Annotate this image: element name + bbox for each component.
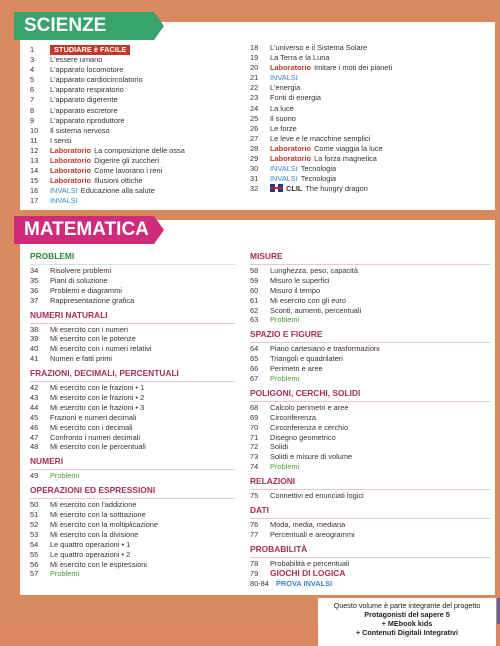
toc-title: GIOCHI DI LOGICA (270, 567, 346, 578)
toc-row (30, 550, 235, 560)
toc-title: Fonti di energia (270, 93, 321, 103)
invalsi-tag: INVALSI (270, 73, 298, 83)
scienze-list-left (30, 45, 240, 207)
toc-title: Solidi e misure di volume (270, 452, 353, 462)
page-number: 51 (30, 510, 39, 520)
toc-title: Calcolo perimetri e aree (270, 402, 349, 412)
toc-row (30, 85, 240, 95)
section-heading: POLIGONI, CERCHI, SOLIDI (250, 387, 361, 398)
page-number: 26 (250, 123, 259, 133)
toc-row (250, 442, 490, 452)
page-number: 47 (30, 432, 39, 442)
laboratorio-tag: Laboratorio (270, 143, 312, 153)
page-number: 17 (30, 196, 39, 206)
page-number: 20 (250, 63, 259, 73)
toc-title: Mi esercito con la sottrazione (50, 510, 146, 520)
clil-tag: CLIL (286, 184, 303, 194)
page-number: 1 (30, 45, 35, 54)
toc-row (30, 520, 235, 530)
page-number: 60 (250, 285, 259, 295)
page-number: 65 (250, 354, 259, 364)
toc-title: Come lavorano i reni (94, 166, 163, 176)
page-number: 74 (250, 462, 259, 472)
toc-row (250, 462, 490, 472)
laboratorio-tag: Laboratorio (50, 176, 92, 186)
page-number: 62 (250, 305, 259, 315)
toc-row (30, 325, 235, 335)
toc-title: Misuro le superfici (270, 275, 330, 285)
toc-row (30, 540, 235, 550)
toc-row (250, 164, 490, 174)
toc-row (250, 266, 490, 276)
section-heading: RELAZIONI (250, 476, 296, 487)
section-divider (250, 401, 490, 402)
page-number: 73 (250, 452, 259, 462)
toc-row (250, 93, 490, 103)
toc-row (30, 116, 240, 126)
toc-title: La forza magnetica (314, 154, 377, 164)
page-number: 61 (250, 295, 259, 305)
section-divider (250, 557, 490, 558)
toc-title: Connettivi ed enunciati logici (270, 491, 364, 501)
section-heading: NUMERI NATURALI (30, 309, 108, 320)
toc-row (250, 124, 490, 134)
page-number: 44 (30, 402, 39, 412)
page-number: 64 (250, 344, 259, 354)
toc-row (250, 374, 490, 384)
toc-title: Solidi (270, 442, 289, 452)
page-number: 6 (30, 85, 35, 95)
section-divider (30, 381, 235, 382)
page-number: 32 (250, 184, 259, 194)
toc-title: Triangoli e quadrilateri (270, 354, 343, 364)
note-line-4: + Contenuti Digitali Integrativi (355, 628, 459, 637)
studiare-badge: STUDIARE è FACILE (50, 45, 130, 55)
toc-title: Piani di soluzione (50, 275, 108, 285)
laboratorio-tag: Laboratorio (270, 154, 312, 164)
toc-row (30, 510, 235, 520)
page-number: 53 (30, 529, 39, 539)
toc-row (250, 354, 490, 364)
toc-row (30, 569, 235, 579)
page-number: 39 (30, 334, 39, 344)
toc-title: La Terra e la Luna (270, 53, 330, 63)
page-number: 78 (250, 558, 259, 568)
laboratorio-tag: Laboratorio (50, 166, 92, 176)
toc-row (250, 520, 490, 530)
toc-row (30, 95, 240, 105)
toc-row (250, 569, 490, 579)
toc-row (250, 433, 490, 443)
toc-row (30, 126, 240, 136)
toc-row (30, 276, 235, 286)
toc-row (250, 184, 490, 194)
page-number: 3 (30, 55, 35, 65)
toc-row (250, 83, 490, 93)
section-divider (30, 323, 235, 324)
toc-title: Il suono (270, 113, 296, 123)
page-number: 16 (30, 186, 39, 196)
toc-row (250, 423, 490, 433)
toc-row (250, 134, 490, 144)
page-number: 55 (30, 549, 39, 559)
toc-title: Problemi (270, 374, 300, 384)
toc-row (30, 413, 235, 423)
page-number: 37 (30, 295, 39, 305)
toc-title: L'apparato respiratorio (50, 85, 124, 95)
page-number: 80-84 (250, 578, 269, 588)
toc-title: Perimetri e aree (270, 364, 323, 374)
toc-row (30, 176, 240, 186)
page-number: 66 (250, 364, 259, 374)
page-number: 52 (30, 520, 39, 530)
toc-title: L'essere umano (50, 55, 103, 65)
note-line-2: Protagonisti del sapere 5 (364, 610, 450, 619)
page-number: 8 (30, 105, 35, 115)
toc-title: Mi esercito con le frazioni • 1 (50, 383, 145, 393)
toc-row (30, 166, 240, 176)
page-number: 57 (30, 569, 39, 579)
page-number: 48 (30, 442, 39, 452)
toc-row (30, 403, 235, 413)
laboratorio-tag: Laboratorio (50, 145, 92, 155)
note-line-1: Questo volume è parte integrante del progetto (333, 601, 481, 610)
toc-title: Mi esercito con l'addizione (50, 500, 137, 510)
page-number: 4 (30, 65, 35, 75)
toc-row (30, 393, 235, 403)
toc-row (30, 296, 235, 306)
toc-title: Il sistema nervoso (50, 125, 110, 135)
toc-row (30, 196, 240, 206)
page-number: 12 (30, 145, 39, 155)
toc-title: L'universo e il Sistema Solare (270, 43, 368, 52)
page-number: 76 (250, 520, 259, 530)
toc-row (250, 43, 490, 53)
toc-row (30, 186, 240, 196)
toc-title: Le quattro operazioni • 2 (50, 549, 131, 559)
toc-row (250, 73, 490, 83)
toc-title: Circonferenza e cerchio (270, 422, 349, 432)
toc-title: Mi esercito con le potenze (50, 334, 136, 344)
toc-title: Mi esercito con i numeri relativi (50, 344, 152, 354)
laboratorio-tag: Laboratorio (50, 156, 92, 166)
toc-row (30, 106, 240, 116)
toc-title: The hungry dragon (305, 184, 368, 194)
toc-title: Mi esercito con le percentuali (50, 442, 146, 452)
section-heading: NUMERI (30, 456, 64, 467)
toc-row (30, 500, 235, 510)
toc-row (30, 156, 240, 166)
section-heading: OPERAZIONI ED ESPRESSIONI (30, 485, 156, 496)
toc-row (30, 334, 235, 344)
toc-row (30, 344, 235, 354)
note-line-3: + MEbook kids (381, 619, 433, 628)
invalsi-tag: INVALSI (270, 164, 298, 174)
laboratorio-tag: Laboratorio (270, 63, 312, 73)
toc-row (30, 286, 235, 296)
toc-row (250, 144, 490, 154)
section-divider (30, 264, 235, 265)
scienze-title: SCIENZE (14, 12, 154, 40)
uk-flag-icon (270, 184, 283, 192)
page-number: 25 (250, 113, 259, 123)
page-number: 13 (30, 156, 39, 166)
toc-title: L'apparato locomotore (50, 65, 124, 75)
toc-title: Mi esercito con i decimali (50, 422, 133, 432)
toc-row (30, 65, 240, 75)
toc-title: Mi esercito con la divisione (50, 529, 139, 539)
toc-title: Mi esercito con gli euro (270, 295, 346, 305)
toc-title: Probabilità e percentuali (270, 558, 350, 568)
page-number: 68 (250, 402, 259, 412)
page-number: 41 (30, 354, 39, 364)
toc-row (30, 136, 240, 146)
toc-title: Risolvere problemi (50, 266, 112, 275)
section-heading: DATI (250, 505, 269, 516)
scienze-list-right (250, 43, 490, 194)
toc-title: La composizione delle ossa (94, 145, 185, 155)
toc-title: Confronto i numeri decimali (50, 432, 140, 442)
section-heading: PROBLEMI (30, 251, 75, 261)
page-number: 72 (250, 442, 259, 452)
toc-title: Percentuali e areogrammi (270, 529, 355, 539)
page-number: 27 (250, 133, 259, 143)
toc-row (250, 174, 490, 184)
toc-title: Mi esercito con le frazioni • 2 (50, 393, 145, 403)
page-number: 56 (30, 559, 39, 569)
page-number: 35 (30, 275, 39, 285)
page-number: 19 (250, 53, 259, 63)
page-number: 22 (250, 83, 259, 93)
page-number: 5 (30, 75, 35, 85)
toc-title: Piano cartesiano e trasformazioni (270, 344, 380, 354)
toc-title: Problemi (270, 462, 300, 472)
page-number: 14 (30, 166, 39, 176)
toc-row (250, 306, 490, 316)
toc-title: Educazione alla salute (80, 186, 155, 196)
section-heading: FRAZIONI, DECIMALI, PERCENTUALI (30, 368, 179, 379)
page-number: 43 (30, 393, 39, 403)
toc-row (250, 403, 490, 413)
section-divider (250, 342, 490, 343)
toc-row (30, 433, 235, 443)
toc-title: I sensi (50, 135, 72, 145)
section-divider (30, 469, 235, 470)
toc-title: Come viaggia la luce (314, 143, 383, 153)
page-number: 31 (250, 174, 259, 184)
invalsi-tag: INVALSI (50, 186, 78, 196)
page-number: 54 (30, 539, 39, 549)
toc-row (250, 491, 490, 501)
page-number: 15 (30, 176, 39, 186)
toc-title: Mi esercito con le frazioni • 3 (50, 402, 145, 412)
section-divider (250, 518, 490, 519)
section-heading: SPAZIO E FIGURE (250, 329, 323, 340)
toc-title: Moda, media, mediana (270, 520, 346, 530)
toc-title: Frazioni e numeri decimali (50, 412, 137, 422)
toc-title: L'energia (270, 83, 301, 93)
toc-row (30, 560, 235, 570)
page-number: 9 (30, 115, 35, 125)
toc-title: Misuro il tempo (270, 285, 321, 295)
invalsi-tag: INVALSI (270, 174, 298, 184)
toc-title: L'apparato escretore (50, 105, 118, 115)
page-number: 71 (250, 432, 259, 442)
toc-title: Mi esercito con le espressioni (50, 559, 147, 569)
page-number: 49 (30, 471, 39, 481)
page-number: 50 (30, 500, 39, 510)
toc-title: Rappresentazione grafica (50, 295, 135, 305)
toc-title: L'apparato cardiocircolatorio (50, 75, 143, 85)
toc-title: Le quattro operazioni • 1 (50, 539, 131, 549)
toc-row (30, 266, 235, 276)
section-divider (250, 264, 490, 265)
toc-row (30, 423, 235, 433)
page-number: 29 (250, 154, 259, 164)
toc-row (30, 530, 235, 540)
page-number: 34 (30, 266, 39, 275)
toc-row (250, 530, 490, 540)
page-number: 77 (250, 529, 259, 539)
toc-title: Mi esercito con i numeri (50, 324, 129, 334)
page-number: 42 (30, 383, 39, 393)
page-number: 45 (30, 412, 39, 422)
toc-row (250, 154, 490, 164)
page-number: 7 (30, 95, 35, 105)
toc-title: L'apparato riproduttore (50, 115, 125, 125)
page-number: 40 (30, 344, 39, 354)
page-number: 67 (250, 374, 259, 384)
toc-title: Imitare i moti dei pianeti (314, 63, 393, 73)
toc-title: La luce (270, 103, 294, 113)
page-number: 58 (250, 266, 259, 275)
toc-title: Illusioni ottiche (94, 176, 143, 186)
toc-title: Problemi (50, 569, 80, 579)
toc-title: PROVA INVALSI (276, 578, 333, 588)
toc-row (250, 53, 490, 63)
toc-title: Le forze (270, 123, 297, 133)
page-number: 11 (30, 135, 38, 145)
invalsi-tag: INVALSI (50, 196, 78, 206)
toc-title: Tecnologia (300, 164, 337, 174)
toc-row (250, 315, 490, 325)
toc-row (30, 75, 240, 85)
section-divider (30, 498, 235, 499)
page-number: 18 (250, 43, 259, 52)
toc-title: L'apparato digerente (50, 95, 118, 105)
toc-title: Problemi (270, 315, 300, 325)
toc-row (30, 471, 235, 481)
toc-title: Digerire gli zuccheri (94, 156, 159, 166)
toc-row (30, 55, 240, 65)
toc-row (250, 114, 490, 124)
toc-title: Sconti, aumenti, percentuali (270, 305, 362, 315)
toc-title: Problemi (50, 471, 80, 481)
page-number: 28 (250, 143, 259, 153)
toc-title: Numeri e fatti primi (50, 354, 113, 364)
page-number: 23 (250, 93, 259, 103)
toc-title: Tecnologia (300, 174, 337, 184)
section-heading: MISURE (250, 251, 283, 261)
toc-row (250, 63, 490, 73)
toc-row (250, 452, 490, 462)
toc-row (30, 442, 235, 452)
section-divider (250, 489, 490, 490)
toc-title: Mi esercito con la moltiplicazione (50, 520, 159, 530)
section-heading: PROBABILITÀ (250, 543, 308, 554)
page-number: 30 (250, 164, 259, 174)
toc-row (250, 286, 490, 296)
page-number: 79 (250, 568, 259, 578)
toc-row (250, 104, 490, 114)
matematica-list-left (30, 247, 235, 579)
toc-title: Problemi e diagrammi (50, 285, 122, 295)
page-number: 69 (250, 412, 259, 422)
page-number: 38 (30, 324, 39, 334)
matematica-title: MATEMATICA (14, 216, 154, 244)
matematica-list-right (250, 247, 490, 588)
toc-title: Circonferenza (270, 412, 317, 422)
toc-row (250, 344, 490, 354)
toc-title: Lunghezza, peso, capacità (270, 266, 358, 275)
toc-row (30, 45, 240, 55)
page-number: 24 (250, 103, 259, 113)
toc-row (250, 579, 490, 589)
page-number: 70 (250, 422, 259, 432)
page-number: 46 (30, 422, 39, 432)
project-note (318, 598, 496, 646)
toc-row (30, 383, 235, 393)
page-number: 63 (250, 315, 259, 325)
page-number: 10 (30, 125, 39, 135)
page-number: 36 (30, 285, 39, 295)
toc-row (30, 146, 240, 156)
toc-title: Le leve e le macchine semplici (270, 133, 371, 143)
page-number: 75 (250, 491, 259, 501)
page-number: 21 (250, 73, 259, 83)
toc-row (250, 296, 490, 306)
toc-row (250, 276, 490, 286)
toc-row (250, 413, 490, 423)
toc-title: Disegno geometrico (270, 432, 336, 442)
toc-row (250, 364, 490, 374)
toc-row (30, 354, 235, 364)
page-number: 59 (250, 275, 259, 285)
